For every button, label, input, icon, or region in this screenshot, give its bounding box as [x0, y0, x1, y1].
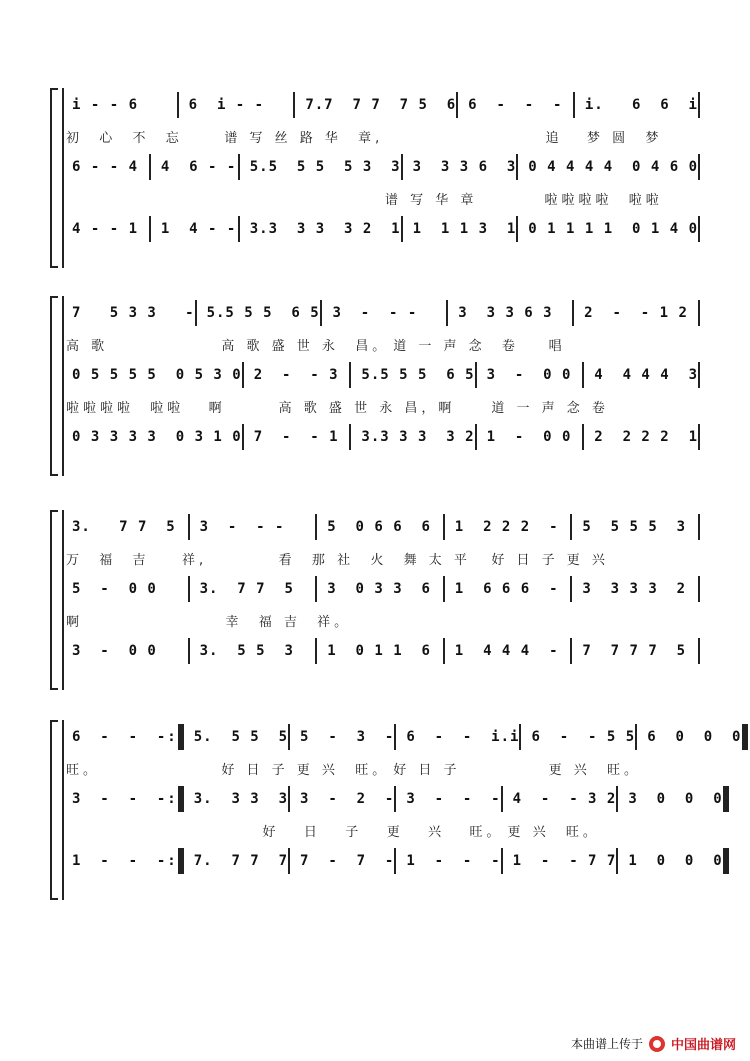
measure: 7 - - 1 — [253, 429, 339, 445]
lyric-segment: 追 梦 圆 梦 — [545, 130, 663, 146]
lyrics-row — [62, 184, 700, 212]
barline — [698, 514, 700, 540]
score-system-1 — [62, 88, 700, 268]
barline — [698, 92, 700, 118]
lyric-segment: 万 福 吉 祥, — [66, 552, 208, 568]
lyric-segment: 道 一 声 念 卷 — [393, 338, 519, 354]
measure: 3 - - - — [199, 519, 285, 535]
measure: 3.3 3 3 3 2 1 — [249, 221, 401, 237]
measure: 5 - 3 - — [300, 729, 395, 745]
measure: 0 4 4 4 4 0 4 6 0 — [528, 159, 699, 175]
score-system-3 — [62, 510, 700, 690]
lyric-segment: 旺。 — [66, 762, 101, 778]
measure: 3. 5 5 3 — [199, 643, 294, 659]
measure: 1 0 1 1 6 — [327, 643, 431, 659]
final-barline — [723, 848, 729, 874]
lyric-segment: 好 日 子 — [393, 762, 461, 778]
measure: 4 4 4 4 3 — [594, 367, 698, 383]
lyric-segment: 好 日 子 更 兴 旺。 — [262, 824, 504, 840]
lyrics-row — [62, 816, 700, 844]
measure: 3 0 0 0 — [628, 791, 723, 807]
measure: 4 - - 3 2 — [512, 791, 617, 807]
measure: 1 - - - — [72, 853, 167, 869]
lyric-segment: 看 那 社 火 舞 太 平 — [278, 552, 471, 568]
measure: 1 0 0 0 — [628, 853, 723, 869]
lyric-segment: 道 一 声 念 卷 — [491, 400, 609, 416]
measure: 6 - - 4 — [72, 159, 139, 175]
measure: 2 - - 1 2 — [584, 305, 688, 321]
system-bracket — [50, 296, 58, 476]
final-barline — [723, 786, 729, 812]
upload-footer — [571, 1034, 736, 1053]
measure: 4 6 - - — [160, 159, 237, 175]
lyric-segment: 更 兴 旺。 — [548, 762, 642, 778]
measure: 2 2 2 2 1 — [594, 429, 698, 445]
lyric-segment: 谱 写 华 章 — [385, 192, 478, 208]
barline — [698, 362, 700, 388]
measure: 6 - - i.i — [406, 729, 520, 745]
score-system-2 — [62, 296, 700, 476]
measure: 0 1 1 1 1 0 1 4 0 — [528, 221, 699, 237]
measure: 3 - 2 - — [300, 791, 395, 807]
measure: 3 3 3 6 3 — [412, 159, 517, 175]
system-bracket — [50, 720, 58, 900]
measure: 5.5 5 5 6 5 — [206, 305, 320, 321]
lyric-segment: 谱 写 丝 路 华 章, — [224, 130, 384, 146]
measure: 6 0 0 0 — [647, 729, 742, 745]
measure: 1 2 2 2 - — [454, 519, 559, 535]
lyrics-row — [62, 606, 700, 634]
repeat-sign: : — [167, 853, 177, 869]
barline — [698, 576, 700, 602]
notation-row — [62, 150, 700, 184]
barline — [698, 424, 700, 450]
measure: 3. 7 7 5 — [199, 581, 294, 597]
measure: 1 4 4 4 - — [454, 643, 559, 659]
system-bracket — [50, 88, 58, 268]
measure: 1 - - - — [406, 853, 501, 869]
notation-row — [62, 634, 700, 668]
notation-row — [62, 296, 700, 330]
measure: 1 4 - - — [160, 221, 237, 237]
lyric-segment: 高 歌 — [66, 338, 109, 354]
notation-row — [62, 510, 700, 544]
lyric-segment: 更 兴 旺。 — [507, 824, 600, 840]
repeat-sign: : — [167, 791, 177, 807]
measure: 0 3 3 3 3 0 3 1 0 — [72, 429, 242, 445]
measure: 7.7 7 7 7 5 6 — [305, 97, 457, 113]
lyric-segment: 初 心 不 忘 — [66, 130, 183, 146]
measure: 5 - 0 0 — [72, 581, 157, 597]
measure: 1 - - 7 7 — [512, 853, 617, 869]
lyrics-row — [62, 330, 700, 358]
lyric-segment: 啦啦啦啦 啦啦 啊 — [66, 400, 226, 416]
measure: 3 - - - — [72, 791, 167, 807]
measure: 3 - 0 0 — [486, 367, 572, 383]
measure: 1 1 1 3 1 — [412, 221, 517, 237]
lyric-segment: 好 日 子 更 兴 旺。 — [221, 762, 390, 778]
measure: 3. 7 7 5 — [72, 519, 176, 535]
footer-text: 本曲谱上传于 — [570, 1037, 643, 1051]
measure: 5.5 5 5 6 5 — [361, 367, 475, 383]
system-bracket — [50, 510, 58, 690]
lyrics-row — [62, 122, 700, 150]
measure: 7. 7 7 7 — [193, 853, 289, 869]
lyric-segment: 好 日 子 更 兴 — [491, 552, 609, 568]
notation-row — [62, 358, 700, 392]
measure: 3 - - - — [332, 305, 418, 321]
barline — [698, 216, 700, 242]
notation-row — [62, 88, 700, 122]
lyrics-row — [62, 544, 700, 572]
barline — [698, 154, 700, 180]
measure: 3 3 3 3 2 — [582, 581, 687, 597]
notation-row — [62, 844, 723, 878]
measure: 2 - - 3 — [253, 367, 339, 383]
lyric-segment: 高 歌 盛 世 永 昌，啊 — [278, 400, 456, 416]
notation-row — [62, 212, 700, 246]
measure: 6 - - - — [468, 97, 563, 113]
barline — [698, 300, 700, 326]
site-logo-icon — [649, 1036, 665, 1052]
measure: 7 5 3 3 - — [72, 305, 195, 321]
measure: 5 0 6 6 6 — [327, 519, 431, 535]
score-system-4 — [62, 720, 742, 900]
notation-row — [62, 782, 723, 816]
lyrics-row — [62, 754, 700, 782]
measure: i. 6 6 i — [584, 97, 698, 113]
notation-row — [62, 420, 700, 454]
lyric-segment: 高 歌 盛 世 永 昌。 — [221, 338, 390, 354]
site-name[interactable]: 中国曲谱网 — [670, 1038, 736, 1053]
lyric-segment: 幸 福 吉 祥。 — [225, 614, 352, 630]
measure: 3.3 3 3 3 2 — [361, 429, 475, 445]
final-barline — [742, 724, 748, 750]
notation-row — [62, 720, 742, 754]
lyric-segment: 啊 — [66, 614, 84, 630]
measure: 7 - 7 - — [300, 853, 395, 869]
barline — [698, 638, 700, 664]
measure: 3 - - - — [406, 791, 501, 807]
measure: 4 - - 1 — [72, 221, 139, 237]
measure: 1 6 6 6 - — [454, 581, 559, 597]
measure: 3 - 0 0 — [72, 643, 157, 659]
lyric-segment: 唱 — [548, 338, 566, 354]
measure: 3 0 3 3 6 — [327, 581, 431, 597]
repeat-sign: : — [167, 729, 177, 745]
measure: 3. 3 3 3 — [193, 791, 289, 807]
lyric-segment: 啦啦啦啦 啦啦 — [544, 192, 663, 208]
measure: 7 7 7 7 5 — [582, 643, 687, 659]
measure: 3 3 3 6 3 — [458, 305, 553, 321]
notation-row — [62, 572, 700, 606]
measure: 0 5 5 5 5 0 5 3 0 — [72, 367, 242, 383]
measure: i - - 6 — [72, 97, 139, 113]
lyrics-row — [62, 392, 700, 420]
measure: 5. 5 5 5 — [193, 729, 289, 745]
measure: 6 i - - — [188, 97, 265, 113]
measure: 1 - 0 0 — [486, 429, 572, 445]
measure: 5 5 5 5 3 — [582, 519, 687, 535]
measure: 5.5 5 5 5 3 3 — [249, 159, 401, 175]
measure: 6 - - - — [72, 729, 167, 745]
measure: 6 - - 5 5 — [531, 729, 636, 745]
